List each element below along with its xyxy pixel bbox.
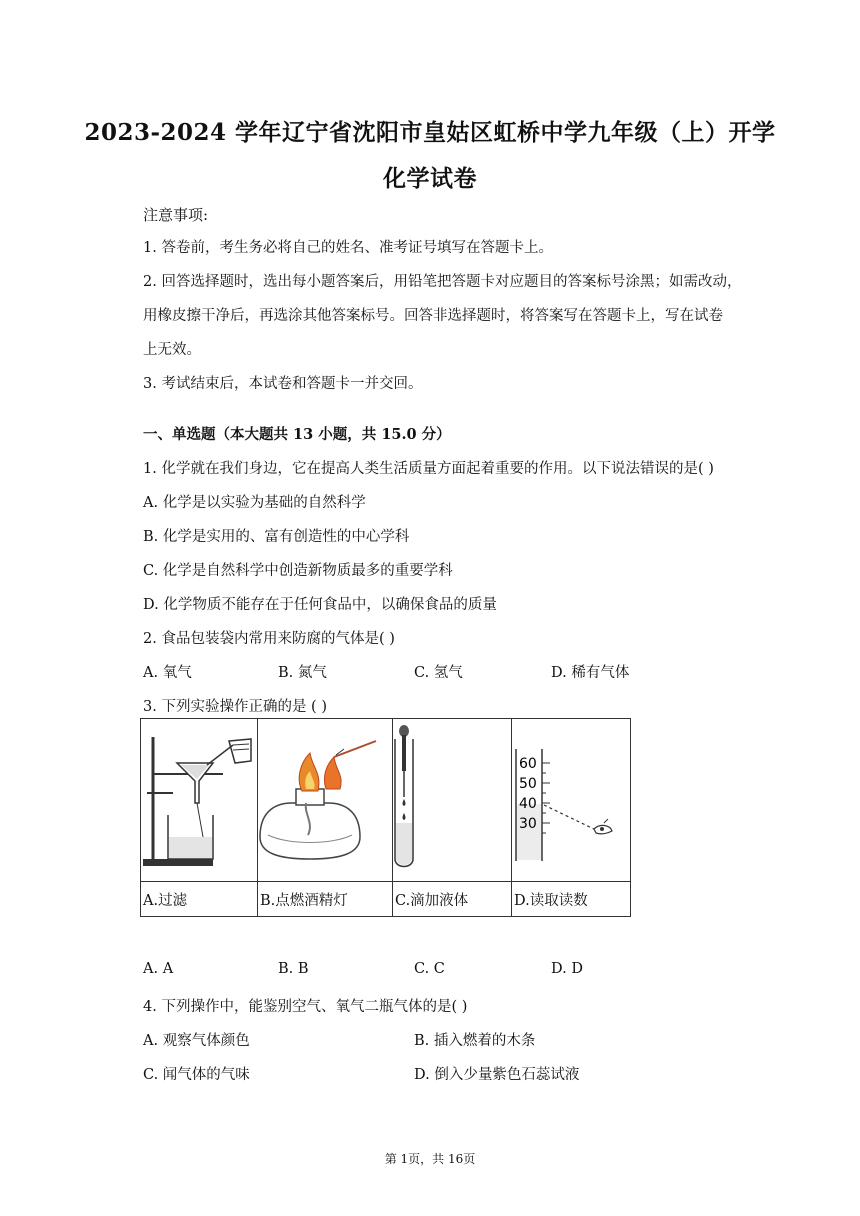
caption-b: B.点燃酒精灯 — [258, 882, 393, 917]
q4-option-c: C. 闻气体的气味 — [143, 1067, 250, 1083]
q1-option-d: D. 化学物质不能存在于任何食品中，以确保食品的质量 — [143, 597, 497, 613]
q2-option-a: A. 氧气 — [143, 665, 192, 681]
q4-option-b: B. 插入燃着的木条 — [414, 1033, 536, 1049]
q3-option-b: B. B — [278, 961, 309, 977]
caption-c: C.滴加液体 — [393, 882, 512, 917]
q3-option-c: C. C — [414, 961, 445, 977]
q1-option-b: B. 化学是实用的、富有创造性的中心学科 — [143, 529, 410, 545]
notice-heading: 注意事项: — [143, 206, 209, 224]
dropper-test-tube-icon — [393, 719, 511, 881]
q4-option-a: A. 观察气体颜色 — [143, 1033, 250, 1049]
notice-item-3: 3. 考试结束后，本试卷和答题卡一并交回。 — [143, 376, 423, 392]
q1-option-a: A. 化学是以实验为基础的自然科学 — [143, 495, 366, 511]
alcohol-lamp-icon — [258, 719, 392, 881]
notice-item-2-line3: 上无效。 — [143, 342, 201, 358]
q1-stem: 1. 化学就在我们身边，它在提高人类生活质量方面起着重要的作用。以下说法错误的是( ) — [143, 461, 714, 477]
exam-title-line1: 2023-2024 学年辽宁省沈阳市皇姑区虹桥中学九年级（上）开学 — [84, 119, 776, 146]
notice-item-2-line1: 2. 回答选择题时，选出每小题答案后，用铅笔把答题卡对应题目的答案标号涂黑；如需改动， — [143, 274, 742, 290]
dropper-figure — [393, 719, 512, 882]
q3-option-d: D. D — [551, 961, 583, 977]
caption-d: D.读取读数 — [512, 882, 631, 917]
q3-option-a: A. A — [143, 961, 174, 977]
q3-stem: 3. 下列实验操作正确的是 ( ) — [143, 699, 327, 715]
scale-label-50: 50 — [519, 776, 537, 792]
filtration-apparatus-icon — [141, 719, 257, 881]
page-footer: 第 1页，共 16页 — [384, 1152, 476, 1166]
cylinder-reading-figure — [512, 719, 631, 882]
q3-figure-table — [140, 718, 631, 917]
alcohol-lamp-figure — [258, 719, 393, 882]
q2-stem: 2. 食品包装袋内常用来防腐的气体是( ) — [143, 631, 395, 647]
graduated-cylinder-icon — [512, 719, 630, 881]
notice-item-2-line2: 用橡皮擦干净后，再选涂其他答案标号。回答非选择题时，将答案写在答题卡上，写在试卷 — [143, 308, 723, 324]
q4-option-d: D. 倒入少量紫色石蕊试液 — [414, 1067, 580, 1083]
scale-label-40: 40 — [519, 796, 537, 812]
notice-item-1: 1. 答卷前，考生务必将自己的姓名、准考证号填写在答题卡上。 — [143, 240, 553, 256]
caption-a: A.过滤 — [141, 882, 258, 917]
filtration-figure — [141, 719, 258, 882]
q1-option-c: C. 化学是自然科学中创造新物质最多的重要学科 — [143, 563, 453, 579]
scale-label-60: 60 — [519, 756, 537, 772]
scale-label-30: 30 — [519, 816, 537, 832]
exam-title-line2: 化学试卷 — [383, 165, 477, 192]
q2-option-b: B. 氮气 — [278, 665, 327, 681]
q2-option-d: D. 稀有气体 — [551, 665, 630, 681]
q2-option-c: C. 氢气 — [414, 665, 463, 681]
q4-stem: 4. 下列操作中，能鉴别空气、氧气二瓶气体的是( ) — [143, 999, 468, 1015]
section-heading-single-choice: 一、单选题（本大题共 13 小题，共 15.0 分） — [143, 426, 451, 443]
